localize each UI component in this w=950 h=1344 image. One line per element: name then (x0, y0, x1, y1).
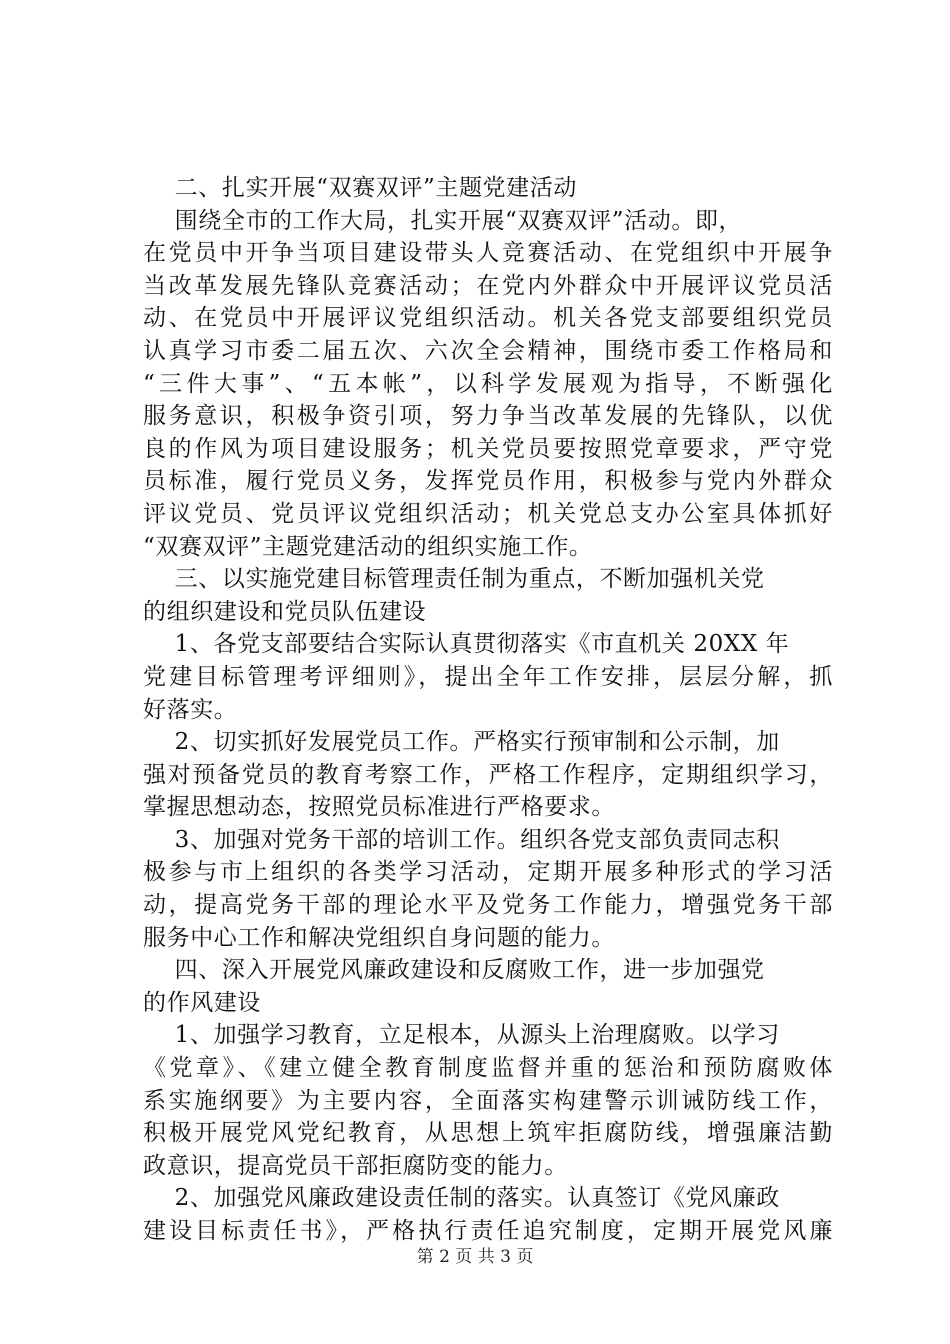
text-line: 掌握思想动态，按照党员标准进行严格要求。 (143, 794, 615, 821)
text-line: 3、加强对党务干部的培训工作。组织各党支部负责同志积 (143, 826, 780, 853)
text-line: 强对预备党员的教育考察工作，严格工作程序，定期组织学习， (143, 761, 833, 788)
text-line: “三件大事”、“五本帐”，以科学发展观为指导，不断强化 (143, 370, 833, 397)
text-line: 1、各党支部要结合实际认真贯彻落实《市直机关 20XX 年 (143, 631, 790, 658)
text-line: 2、切实抓好发展党员工作。严格实行预审制和公示制，加 (143, 729, 780, 756)
text-line: 极参与市上组织的各类学习活动，定期开展多种形式的学习活 (143, 859, 833, 886)
text-line: 系实施纲要》为主要内容，全面落实构建警示训诫防线工作， (143, 1087, 833, 1114)
text-line: 当改革发展先锋队竞赛活动；在党内外群众中开展评议党员活 (143, 272, 833, 299)
text-line: 服务中心工作和解决党组织自身问题的能力。 (143, 924, 615, 951)
document-body (143, 172, 833, 1248)
text-line: 动、在党员中开展评议党组织活动。机关各党支部要组织党员 (143, 305, 833, 332)
text-line: 2、加强党风廉政建设责任制的落实。认真签订《党风廉政 (143, 1185, 780, 1212)
text-line: 员标准，履行党员义务，发挥党员作用，积极参与党内外群众 (143, 468, 833, 495)
text-line: 服务意识，积极争资引项，努力争当改革发展的先锋队，以优 (143, 403, 833, 430)
text-line: 政意识，提高党员干部拒腐防变的能力。 (143, 1152, 568, 1179)
text-line: 在党员中开争当项目建设带头人竞赛活动、在党组织中开展争 (143, 240, 833, 267)
page-footer: 第 2 页 共 3 页 (416, 1247, 534, 1267)
section-heading-4-cont: 的作风建设 (143, 989, 261, 1016)
text-line: 1、加强学习教育，立足根本，从源头上治理腐败。以学习 (143, 1022, 780, 1049)
text-line: 建设目标责任书》，严格执行责任追究制度，定期开展党风廉 (143, 1218, 833, 1244)
text-line: 好落实。 (143, 696, 238, 723)
section-heading-2: 二、扎实开展“双赛双评”主题党建活动 (143, 175, 577, 201)
text-line: 评议党员、党员评议党组织活动；机关党总支办公室具体抓好 (143, 500, 833, 527)
text-line: 围绕全市的工作大局，扎实开展“双赛双评”活动。即， (143, 207, 743, 234)
section-heading-4: 四、深入开展党风廉政建设和反腐败工作，进一步加强党 (143, 957, 765, 984)
section-heading-3: 三、以实施党建目标管理责任制为重点，不断加强机关党 (143, 566, 765, 593)
text-line: 认真学习市委二届五次、六次全会精神，围绕市委工作格局和 (143, 337, 833, 364)
text-line: 积极开展党风党纪教育，从思想上筑牢拒腐防线，增强廉洁勤 (143, 1120, 833, 1147)
text-line: 良的作风为项目建设服务；机关党员要按照党章要求，严守党 (143, 435, 833, 462)
text-line: 动，提高党务干部的理论水平及党务工作能力，增强党务干部 (143, 892, 833, 919)
text-line: “双赛双评”主题党建活动的组织实施工作。 (143, 533, 593, 560)
section-heading-3-cont: 的组织建设和党员队伍建设 (143, 598, 427, 625)
text-line: 《党章》、《建立健全教育制度监督并重的惩治和预防腐败体 (143, 1055, 833, 1082)
text-line: 党建目标管理考评细则》，提出全年工作安排，层层分解，抓 (143, 663, 833, 690)
